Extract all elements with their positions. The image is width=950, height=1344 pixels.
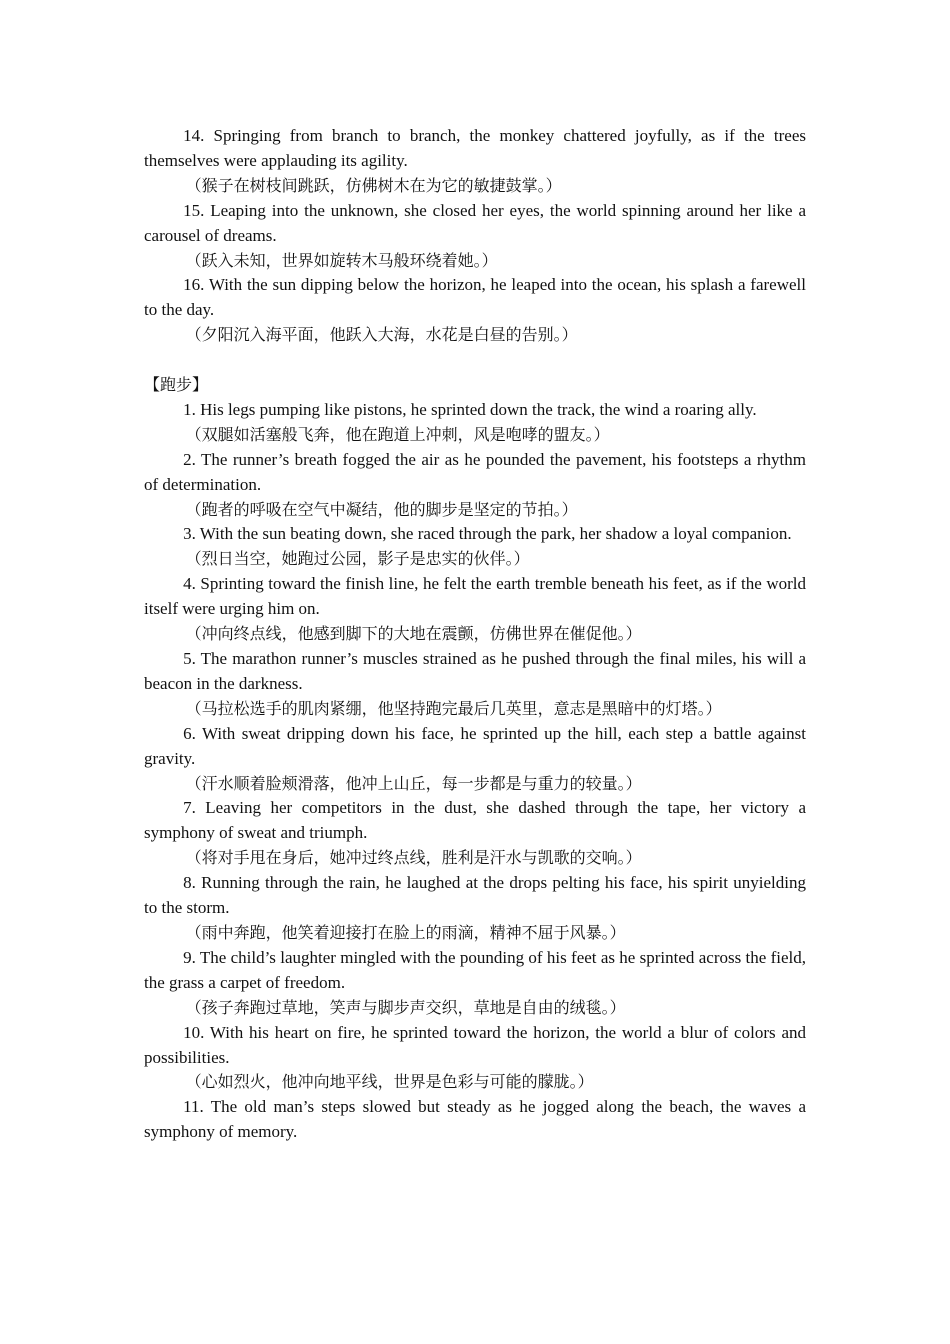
sentence-en: 11. The old man’s steps slowed but steady as he jogged along the beach, the waves a symphony of memory. [144, 1097, 806, 1142]
sentence-en: 6. With sweat dripping down his face, he sprinted up the hill, each step a battle against gravity. [144, 723, 806, 768]
sentence-zh: （雨中奔跑，他笑着迎接打在脸上的雨滴，精神不屈于风暴。） [185, 922, 626, 942]
sentence-en: 2. The runner’s breath fogged the air as he pounded the pavement, his footsteps a rhythm of determination. [144, 449, 806, 494]
sentence-zh: （冲向终点线，他感到脚下的大地在震颤，仿佛世界在催促他。） [185, 624, 642, 644]
sentence-zh: （跃入未知，世界如旋转木马般环绕着她。） [185, 250, 498, 270]
sentence-zh: （夕阳沉入海平面，他跃入大海，水花是白昼的告别。） [185, 325, 578, 345]
sentence-en: 9. The child’s laughter mingled with the pounding of his feet as he sprinted across the field, the grass a carpet of freedom. [144, 947, 806, 992]
sentence-zh: （心如烈火，他冲向地平线，世界是色彩与可能的朦胧。） [185, 1072, 594, 1092]
sentence-zh: （烈日当空，她跑过公园，影子是忠实的伙伴。） [185, 549, 530, 569]
sentence-zh: （马拉松选手的肌肉紧绷，他坚持跑完最后几英里，意志是黑暗中的灯塔。） [185, 698, 722, 718]
sentence-en: 8. Running through the rain, he laughed at the drops pelting his face, his spirit unyielding to the storm. [144, 873, 806, 918]
sentence-zh: （猴子在树枝间跳跃，仿佛树木在为它的敏捷鼓掌。） [185, 175, 562, 195]
sentence-zh: （汗水顺着脸颊滑落，他冲上山丘，每一步都是与重力的较量。） [185, 773, 642, 793]
section-heading: 【跑步】 [144, 375, 209, 395]
sentence-en: 16. With the sun dipping below the horizon, he leaped into the ocean, his splash a farewell to the day. [144, 275, 806, 320]
sentence-en: 5. The marathon runner’s muscles strained as he pushed through the final miles, his will a beacon in the darkness. [144, 649, 806, 693]
sentence-en: 7. Leaving her competitors in the dust, she dashed through the tape, her victory a symphony of sweat and triumph. [144, 798, 806, 843]
blank-line [144, 348, 806, 373]
sentence-en: 10. With his heart on fire, he sprinted toward the horizon, the world a blur of colors and possibilities. [144, 1022, 806, 1067]
sentence-zh: （孩子奔跑过草地，笑声与脚步声交织，草地是自由的绒毯。） [185, 997, 626, 1017]
sentence-zh: （跑者的呼吸在空气中凝结，他的脚步是坚定的节拍。） [185, 499, 578, 519]
sentence-en: 1. His legs pumping like pistons, he sprinted down the track, the wind a roaring ally. [183, 399, 757, 419]
sentence-en: 14. Springing from branch to branch, the monkey chattered joyfully, as if the trees themselves were applauding its agility. [144, 126, 806, 170]
sentence-zh: （双腿如活塞般飞奔，他在跑道上冲刺，风是咆哮的盟友。） [185, 424, 610, 444]
sentence-zh: （将对手甩在身后，她冲过终点线，胜利是汗水与凯歌的交响。） [185, 848, 642, 868]
sentence-en: 4. Sprinting toward the finish line, he felt the earth tremble beneath his feet, as if the world itself were urging him on. [144, 574, 806, 619]
sentence-en: 3. With the sun beating down, she raced through the park, her shadow a loyal companion. [183, 524, 792, 544]
document-page [144, 124, 806, 1145]
sentence-en: 15. Leaping into the unknown, she closed her eyes, the world spinning around her like a carousel of dreams. [144, 200, 806, 245]
